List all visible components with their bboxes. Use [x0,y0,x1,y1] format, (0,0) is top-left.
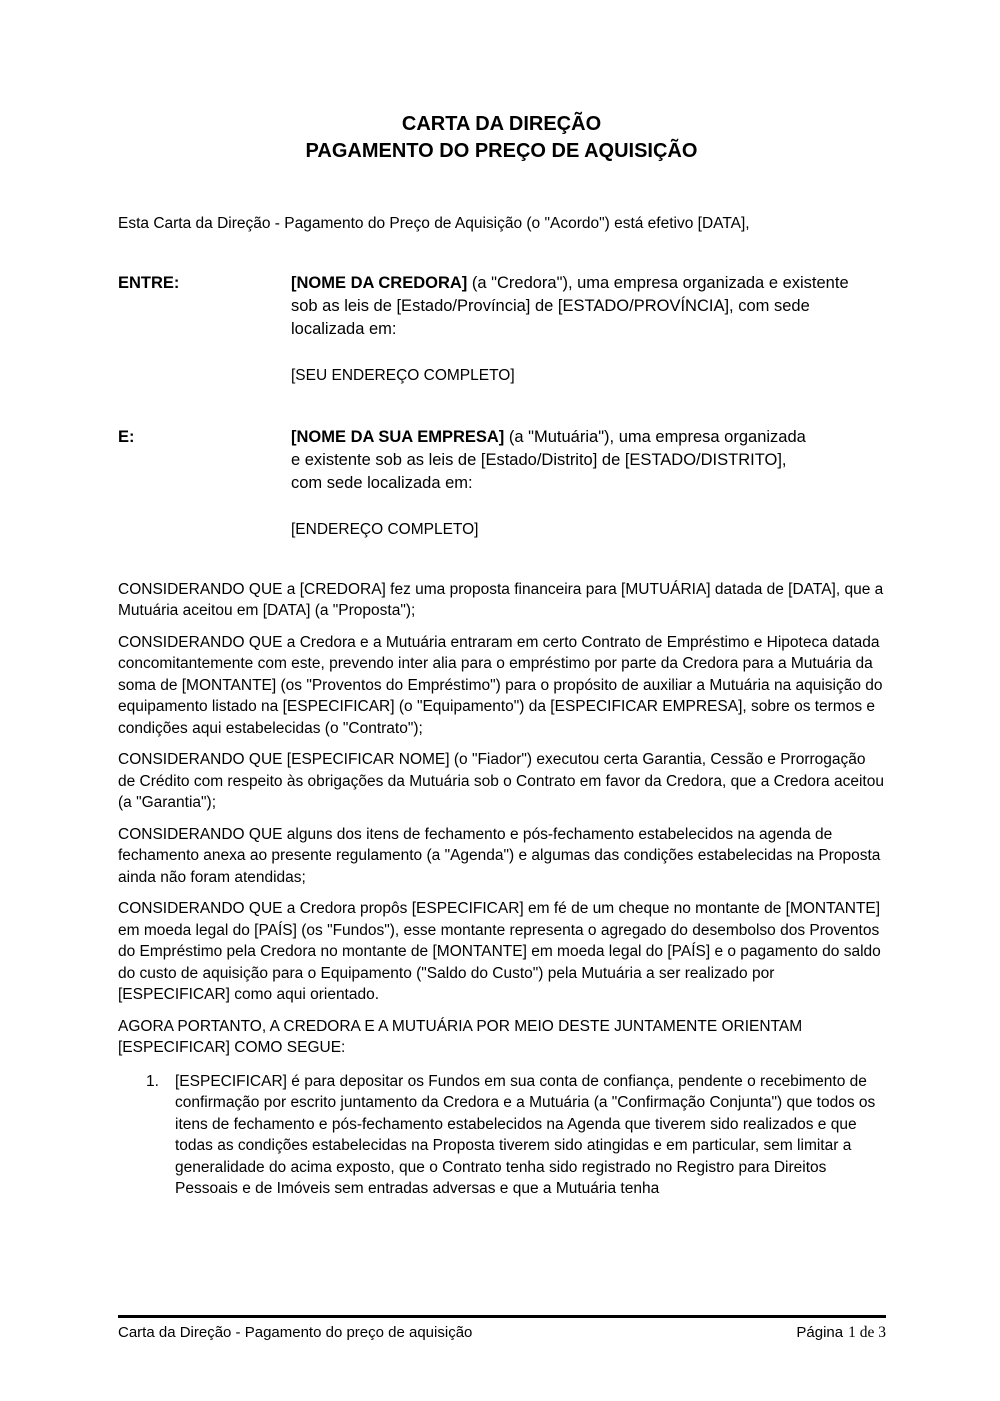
party-description-borrower [291,426,815,495]
party-block-lender [118,272,885,387]
document-page [0,111,1000,1401]
footer-document-title: Carta da Direção - Pagamento do preço de aquisição [118,1324,473,1341]
footer-page-number [796,1323,886,1343]
borrower-description-text: (a "Mutuária"), uma empresa organizada e existente sob as leis de [Estado/Distrito] de [ESTADO/DISTRITO], com sede localizada em: [291,428,806,492]
footer-divider [118,1315,886,1318]
title-line-1: CARTA DA DIREÇÃO [401,113,602,135]
recital-paragraph-3: CONSIDERANDO QUE [ESPECIFICAR NOME] (o "Fiador") executou certa Garantia, Cessão e Prorrogação de Crédito com respeito às obrigações da Mutuária sob o Contrato em favor da Credora, que a Credora aceitou (a "Garantia"); [118,751,884,811]
title-line-2: PAGAMENTO DO PREÇO DE AQUISIÇÃO [305,140,698,162]
party-label-e: E: [118,428,135,446]
recital-paragraph-4: CONSIDERANDO QUE alguns dos itens de fechamento e pós-fechamento estabelecidos na agenda de fechamento anexa ao presente regulamento (a "Agenda") e algumas das condições estabelecidas na Proposta ainda não foram atendidas; [118,825,881,886]
recital-paragraph-1: CONSIDERANDO QUE a [CREDORA] fez uma proposta financeira para [MUTUÁRIA] datada de [DATA], que a Mutuária aceitou em [DATA] (a "Proposta"); [118,580,884,619]
party-label-entre: ENTRE: [118,273,180,292]
directive-paragraph: AGORA PORTANTO, A CREDORA E A MUTUÁRIA POR MEIO DESTE JUNTAMENTE ORIENTAM [ESPECIFICAR] COMO SEGUE: [118,1017,803,1056]
footer-page-value: 1 de 3 [848,1324,886,1341]
party-description-lender [291,272,857,341]
list-item-text: [ESPECIFICAR] é para depositar os Fundos em sua conta de confiança, pendente o recebimento de confirmação por escrito juntamento da Credora e a Mutuária (a "Confirmação Conjunta") que todos os itens de fechamento e pós-fechamento estabelecidos na Agenda que tiverem sido realizados e que todas as condições estabelecidas na Proposta tiverem sido atingidas e em particular, sem limitar a generalidade do acima exposto, que o Contrato tenha sido registrado no Registro para Direitos Pessoais e de Imóveis sem entradas adversas e que a Mutuária tenha [175,1072,876,1197]
footer-row [118,1323,886,1343]
party-content-borrower [291,426,815,541]
footer-page-label: Página [796,1324,844,1341]
numbered-list-item-1 [118,1071,885,1200]
document-title [118,111,885,165]
recital-paragraph-5: CONSIDERANDO QUE a Credora propôs [ESPECIFICAR] em fé de um cheque no montante de [MONTANTE] em moeda legal do [PAÍS] (os "Fundos"), esse montante representa o agregado do desembolso dos Proventos do Empréstimo pela Credora no montante de [MONTANTE] em moeda legal do [PAÍS] e o pagamento do saldo do custo de aquisição para o Equipamento ("Saldo do Custo") pela Mutuária a ser realizado por [ESPECIFICAR] como aqui orientado. [118,900,881,1003]
intro-paragraph: Esta Carta da Direção - Pagamento do Preço de Aquisição (o "Acordo") está efetivo [DATA], [118,215,750,232]
list-item-number: 1. [146,1072,159,1090]
lender-description-text: (a "Credora"), uma empresa organizada e existente sob as leis de [Estado/Província] de [ESTADO/PROVÍNCIA], com sede localizada em: [291,273,849,338]
party-block-borrower [118,426,885,541]
lender-address-placeholder: [SEU ENDEREÇO COMPLETO] [291,366,515,384]
lender-name-placeholder: [NOME DA CREDORA] [291,273,468,292]
borrower-address-placeholder: [ENDEREÇO COMPLETO] [291,521,479,538]
borrower-name-placeholder: [NOME DA SUA EMPRESA] [291,428,505,446]
page-footer [118,1315,886,1343]
party-content-lender [291,272,857,387]
recital-paragraph-2: CONSIDERANDO QUE a Credora e a Mutuária entraram em certo Contrato de Empréstimo e Hipoteca datada concomitantemente com este, prevendo inter alia para o empréstimo por parte da Credora para a Mutuária da soma de [MONTANTE] (os "Proventos do Empréstimo") para o propósito de auxiliar a Mutuária na aquisição do equipamento listado na [ESPECIFICAR] (o "Equipamento") da [ESPECIFICAR EMPRESA], sobre os termos e condições aqui estabelecidas (o "Contrato"); [118,633,883,737]
